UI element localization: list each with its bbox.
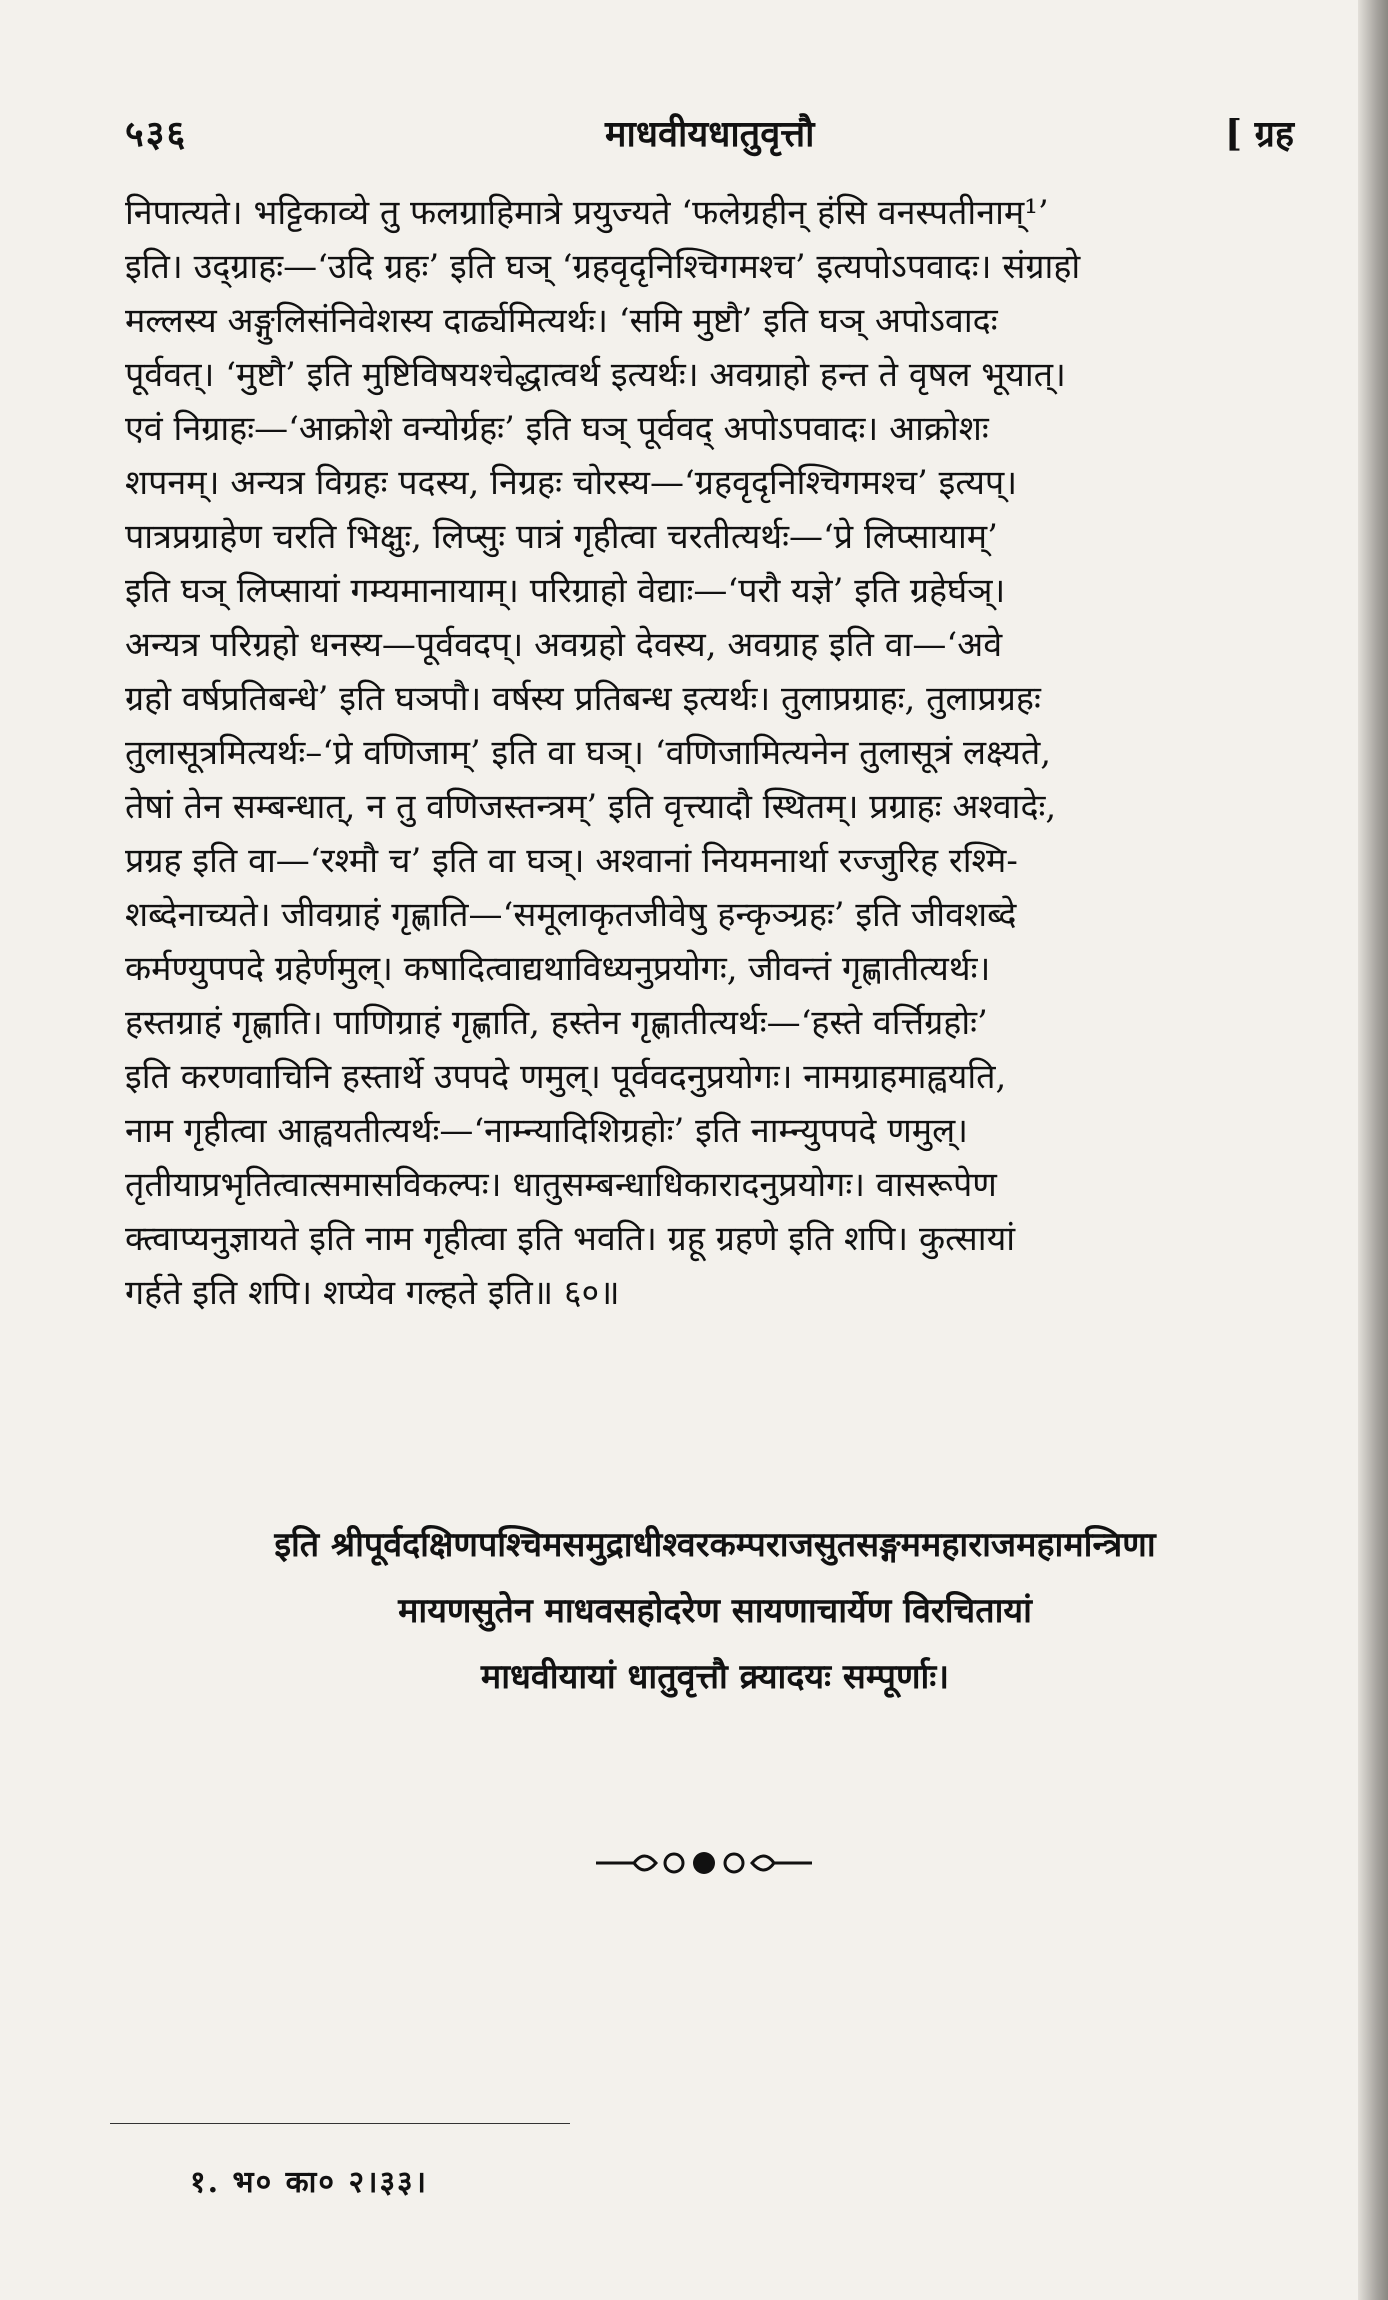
footnote-rule: [110, 2123, 570, 2124]
text-line: पूर्ववत्। ‘मुष्टौ’ इति मुष्टिविषयश्चेद्धात्वर्थ इत्यर्थः। अवग्राहो हन्त ते वृषल भूयात्।: [125, 355, 1066, 395]
text-line: तृतीयाप्रभृतित्वात्समासविकल्पः। धातुसम्बन्धाधिकारादनुप्रयोगः। वासरूपेण: [125, 1165, 997, 1205]
colophon-line: मायणसुतेन माधवसहोदरेण सायणाचार्येण विरचितायां: [398, 1591, 1032, 1631]
text-line: पात्रप्रग्राहेण चरति भिक्षुः, लिप्सुः पात्रं गृहीत्वा चरतीत्यर्थः—‘प्रे लिप्सायाम्’: [125, 517, 998, 557]
ornament-divider: [594, 1845, 814, 1881]
text-line: तुलासूत्रमित्यर्थः–‘प्रे वणिजाम्’ इति वा घञ्। ‘वणिजामित्यनेन तुलासूत्रं लक्ष्यते,: [125, 733, 1052, 773]
text-line: शब्देनाच्यते। जीवग्राहं गृह्णाति—‘समूलाकृतजीवेषु हन्कृञ्ग्रहः’ इति जीवशब्दे: [125, 895, 1017, 935]
text-line: गर्हते इति शपि। शप्येव गल्हते इति॥ ६०॥: [125, 1273, 620, 1313]
section-mark: [ ग्रह: [1225, 113, 1294, 155]
text-line: एवं निग्राहः—‘आक्रोशे वन्योर्ग्रहः’ इति घञ् पूर्ववद् अपोऽपवादः। आक्रोशः: [125, 409, 989, 449]
text-line: हस्तग्राहं गृह्णाति। पाणिग्राहं गृह्णाति, हस्तेन गृह्णातीत्यर्थः—‘हस्ते वर्त्तिग्रहोः’: [125, 1003, 988, 1043]
text-line: तेषां तेन सम्बन्धात्, न तु वणिजस्तन्त्रम्’ इति वृत्त्यादौ स्थितम्। प्रग्राहः अश्वादेः,: [125, 787, 1057, 827]
page-header: [125, 108, 1325, 158]
text-line: अन्यत्र परिग्रहो धनस्य—पूर्ववदप्। अवग्रहो देवस्य, अवग्राह इति वा—‘अवे: [125, 625, 1003, 665]
text-line: शपनम्। अन्यत्र विग्रहः पदस्य, निग्रहः चोरस्य—‘ग्रहवृदृनिश्चिगमश्च’ इत्यप्।: [125, 463, 1018, 503]
page-number: ५३६: [125, 113, 188, 155]
text-line: इति करणवाचिनि हस्तार्थे उपपदे णमुल्। पूर्ववदनुप्रयोगः। नामग्राहमाह्वयति,: [125, 1057, 1007, 1097]
text-line: इति घञ् लिप्सायां गम्यमानायाम्। परिग्राहो वेद्याः—‘परौ यज्ञे’ इति ग्रहेर्घञ्।: [125, 571, 1006, 611]
text-line: नाम गृहीत्वा आह्वयतीत्यर्थः—‘नाम्न्यादिशिग्रहोः’ इति नाम्न्युपपदे णमुल्।: [125, 1111, 969, 1151]
page-edge-shadow: [1358, 0, 1388, 2300]
footnote: १. भ० का० २।३३।: [190, 2165, 429, 2200]
text-line: क्त्वाप्यनुज्ञायते इति नाम गृहीत्वा इति भवति। ग्रहू ग्रहणे इति शपि। कुत्सायां: [125, 1219, 1016, 1259]
text-line: इति। उद्ग्राहः—‘उदि ग्रहः’ इति घञ् ‘ग्रहवृदृनिश्चिगमश्च’ इत्यपोऽपवादः। संग्राहो: [125, 247, 1081, 287]
text-line: कर्मण्युपपदे ग्रहेर्णमुल्। कषादित्वाद्यथाविध्यनुप्रयोगः, जीवन्तं गृह्णातीत्यर्थः।: [125, 949, 991, 989]
body-text: [125, 186, 1305, 1320]
text-line: मल्लस्य अङ्गुलिसंनिवेशस्य दार्ढ्यमित्यर्थः। ‘समि मुष्टौ’ इति घञ् अपोऽवादः: [125, 301, 998, 341]
text-line: ग्रहो वर्षप्रतिबन्धे’ इति घञपौ। वर्षस्य प्रतिबन्ध इत्यर्थः। तुलाप्रग्राहः, तुलाप्रग्रहः: [125, 679, 1041, 719]
colophon: [125, 1512, 1305, 1710]
colophon-line: इति श्रीपूर्वदक्षिणपश्चिमसमुद्राधीश्वरकम्पराजसुतसङ्गममहाराजमहामन्त्रिणा: [274, 1525, 1156, 1565]
running-title: माधवीयधातुवृत्तौ: [605, 113, 815, 155]
text-line: निपात्यते। भट्टिकाव्ये तु फलग्राहिमात्रे प्रयुज्यते ‘फलेग्रहीन् हंसि वनस्पतीनाम्¹’: [125, 193, 1049, 233]
colophon-line: माधवीयायां धातुवृत्तौ क्र्यादयः सम्पूर्णाः।: [480, 1657, 950, 1697]
text-line: प्रग्रह इति वा—‘रश्मौ च’ इति वा घञ्। अश्वानां नियमनार्था रज्जुरिह रश्मि-: [125, 841, 1018, 881]
